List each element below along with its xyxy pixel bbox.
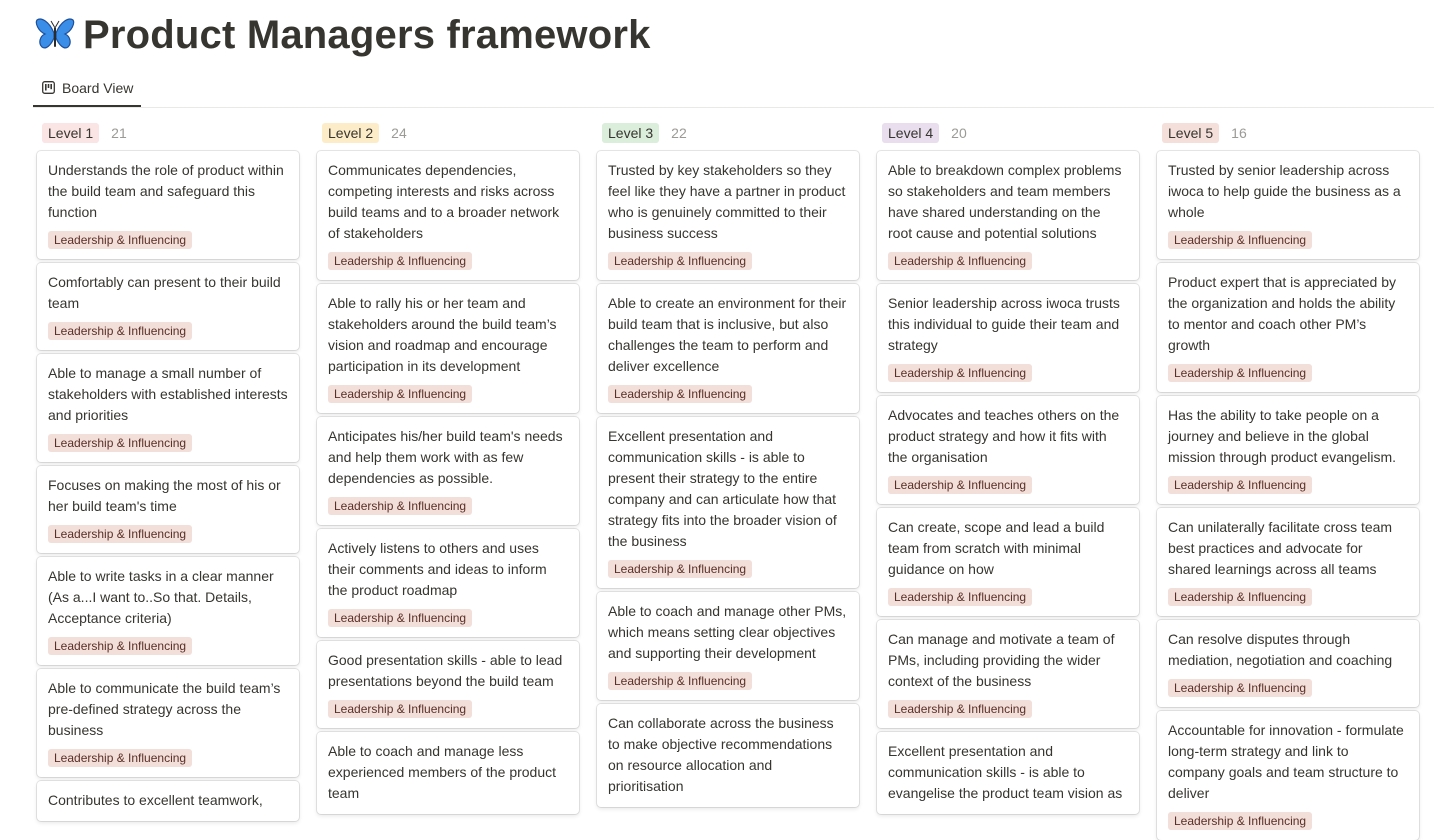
category-tag: Leadership & Influencing	[1168, 231, 1312, 249]
category-tag: Leadership & Influencing	[328, 700, 472, 718]
card-title: Good presentation skills - able to lead presentations beyond the build team	[328, 652, 563, 689]
board-card[interactable]	[597, 592, 859, 700]
category-tag: Leadership & Influencing	[608, 560, 752, 578]
level-tag: Level 1	[42, 123, 99, 143]
card-title: Has the ability to take people on a journey and believe in the global mission through product evangelism.	[1168, 407, 1397, 465]
category-tag: Leadership & Influencing	[888, 364, 1032, 382]
column-count: 16	[1231, 125, 1247, 141]
card-title: Able to create an environment for their build team that is inclusive, but also challenges the team to perform and deliver excellence	[608, 295, 847, 374]
board-card[interactable]	[877, 620, 1139, 728]
category-tag: Leadership & Influencing	[888, 588, 1032, 606]
board-card[interactable]	[1157, 396, 1419, 504]
board-card[interactable]	[597, 284, 859, 413]
board-card[interactable]	[37, 151, 299, 259]
board-card[interactable]	[37, 354, 299, 462]
category-tag: Leadership & Influencing	[48, 749, 192, 767]
category-tag: Leadership & Influencing	[328, 385, 472, 403]
category-tag: Leadership & Influencing	[48, 231, 192, 249]
card-title: Able to rally his or her team and stakeholders around the build team’s vision and roadmap and encourage participation in its development	[328, 295, 557, 374]
board-column	[877, 118, 1139, 816]
board-card[interactable]	[317, 151, 579, 280]
card-title: Can create, scope and lead a build team from scratch with minimal guidance on how	[888, 519, 1105, 577]
view-tabs	[33, 70, 1434, 108]
card-title: Actively listens to others and uses their comments and ideas to inform the product roadmap	[328, 540, 547, 598]
category-tag: Leadership & Influencing	[608, 252, 752, 270]
card-list	[1157, 151, 1419, 840]
category-tag: Leadership & Influencing	[1168, 364, 1312, 382]
board-card[interactable]	[877, 151, 1139, 280]
card-title: Communicates dependencies, competing interests and risks across build teams and to a broader network of stakeholders	[328, 162, 560, 241]
category-tag: Leadership & Influencing	[888, 476, 1032, 494]
card-title: Can unilaterally facilitate cross team best practices and advocate for shared learnings across all teams	[1168, 519, 1393, 577]
board-card[interactable]	[1157, 263, 1419, 392]
board-card[interactable]	[37, 466, 299, 553]
card-title: Anticipates his/her build team's needs and help them work with as few dependencies as possible.	[328, 428, 563, 486]
board-card[interactable]	[597, 704, 859, 807]
card-title: Able to write tasks in a clear manner (As a...I want to..So that. Details, Acceptance criteria)	[48, 568, 274, 626]
column-count: 24	[391, 125, 407, 141]
category-tag: Leadership & Influencing	[608, 672, 752, 690]
board-column	[37, 118, 299, 816]
level-tag: Level 2	[322, 123, 379, 143]
card-list	[37, 151, 299, 821]
category-tag: Leadership & Influencing	[48, 322, 192, 340]
board-card[interactable]	[597, 417, 859, 588]
card-title: Can collaborate across the business to make objective recommendations on resource allocation and prioritisation	[608, 715, 834, 794]
card-title: Senior leadership across iwoca trusts this individual to guide their team and strategy	[888, 295, 1120, 353]
board-icon	[42, 81, 55, 94]
board	[37, 118, 1434, 828]
card-title: Able to manage a small number of stakeholders with established interests and priorities	[48, 365, 288, 423]
board-card[interactable]	[1157, 151, 1419, 259]
card-title: Focuses on making the most of his or her build team's time	[48, 477, 281, 514]
category-tag: Leadership & Influencing	[608, 385, 752, 403]
card-title: Able to communicate the build team’s pre-defined strategy across the business	[48, 680, 281, 738]
board-card[interactable]	[877, 508, 1139, 616]
category-tag: Leadership & Influencing	[328, 609, 472, 627]
level-tag: Level 4	[882, 123, 939, 143]
category-tag: Leadership & Influencing	[1168, 588, 1312, 606]
card-title: Comfortably can present to their build team	[48, 274, 281, 311]
board-card[interactable]	[317, 417, 579, 525]
column-header[interactable]	[317, 118, 579, 148]
category-tag: Leadership & Influencing	[1168, 679, 1312, 697]
category-tag: Leadership & Influencing	[1168, 476, 1312, 494]
board-column	[1157, 118, 1419, 828]
card-title: Product expert that is appreciated by the organization and holds the ability to mentor and coach other PM’s growth	[1168, 274, 1397, 353]
column-header[interactable]	[1157, 118, 1419, 148]
board-card[interactable]	[37, 669, 299, 777]
card-title: Contributes to excellent teamwork,	[48, 792, 263, 808]
page-header	[35, 10, 651, 60]
board-card[interactable]	[317, 732, 579, 814]
card-title: Can resolve disputes through mediation, negotiation and coaching	[1168, 631, 1393, 668]
board-card[interactable]	[37, 557, 299, 665]
card-title: Trusted by senior leadership across iwoca to help guide the business as a whole	[1168, 162, 1401, 220]
board-card[interactable]	[877, 284, 1139, 392]
board-card[interactable]	[1157, 620, 1419, 707]
column-header[interactable]	[597, 118, 859, 148]
category-tag: Leadership & Influencing	[328, 252, 472, 270]
card-title: Able to coach and manage less experienced members of the product team	[328, 743, 557, 801]
tab-label: Board View	[62, 79, 134, 96]
column-header[interactable]	[37, 118, 299, 148]
category-tag: Leadership & Influencing	[48, 637, 192, 655]
column-count: 20	[951, 125, 967, 141]
board-card[interactable]	[597, 151, 859, 280]
card-title: Understands the role of product within the build team and safeguard this function	[48, 162, 284, 220]
category-tag: Leadership & Influencing	[48, 525, 192, 543]
category-tag: Leadership & Influencing	[328, 497, 472, 515]
board-card[interactable]	[37, 263, 299, 350]
level-tag: Level 5	[1162, 123, 1219, 143]
tab-board-view[interactable]	[33, 70, 141, 107]
column-count: 21	[111, 125, 127, 141]
card-title: Able to breakdown complex problems so stakeholders and team members have shared understanding on the root cause and potential solutions	[888, 162, 1122, 241]
card-title: Excellent presentation and communication skills - is able to present their strategy to the entire company and can articulate how that strategy fits into the broader vision of the business	[608, 428, 837, 549]
column-header[interactable]	[877, 118, 1139, 148]
category-tag: Leadership & Influencing	[1168, 812, 1312, 830]
board-column	[317, 118, 579, 816]
board-card[interactable]	[317, 284, 579, 413]
card-title: Advocates and teaches others on the product strategy and how it fits with the organisation	[888, 407, 1120, 465]
board-column	[597, 118, 859, 816]
board-card[interactable]	[877, 396, 1139, 504]
card-title: Excellent presentation and communication skills - is able to evangelise the product team vision as	[888, 743, 1123, 801]
board-card[interactable]	[317, 641, 579, 728]
category-tag: Leadership & Influencing	[888, 700, 1032, 718]
level-tag: Level 3	[602, 123, 659, 143]
card-list	[597, 151, 859, 807]
card-list	[877, 151, 1139, 814]
card-list	[317, 151, 579, 814]
board-card[interactable]	[37, 781, 299, 821]
board-card[interactable]	[1157, 711, 1419, 840]
card-title: Trusted by key stakeholders so they feel like they have a partner in product who is genuinely committed to their business success	[608, 162, 846, 241]
board-card[interactable]	[877, 732, 1139, 814]
card-title: Can manage and motivate a team of PMs, including providing the wider context of the business	[888, 631, 1115, 689]
category-tag: Leadership & Influencing	[888, 252, 1032, 270]
butterfly-icon	[35, 15, 75, 55]
card-title: Able to coach and manage other PMs, which means setting clear objectives and supporting their development	[608, 603, 847, 661]
board-card[interactable]	[1157, 508, 1419, 616]
board-card[interactable]	[317, 529, 579, 637]
category-tag: Leadership & Influencing	[48, 434, 192, 452]
column-count: 22	[671, 125, 687, 141]
card-title: Accountable for innovation - formulate long-term strategy and link to company goals and team structure to deliver	[1168, 722, 1404, 801]
page-title: Product Managers framework	[83, 12, 651, 57]
